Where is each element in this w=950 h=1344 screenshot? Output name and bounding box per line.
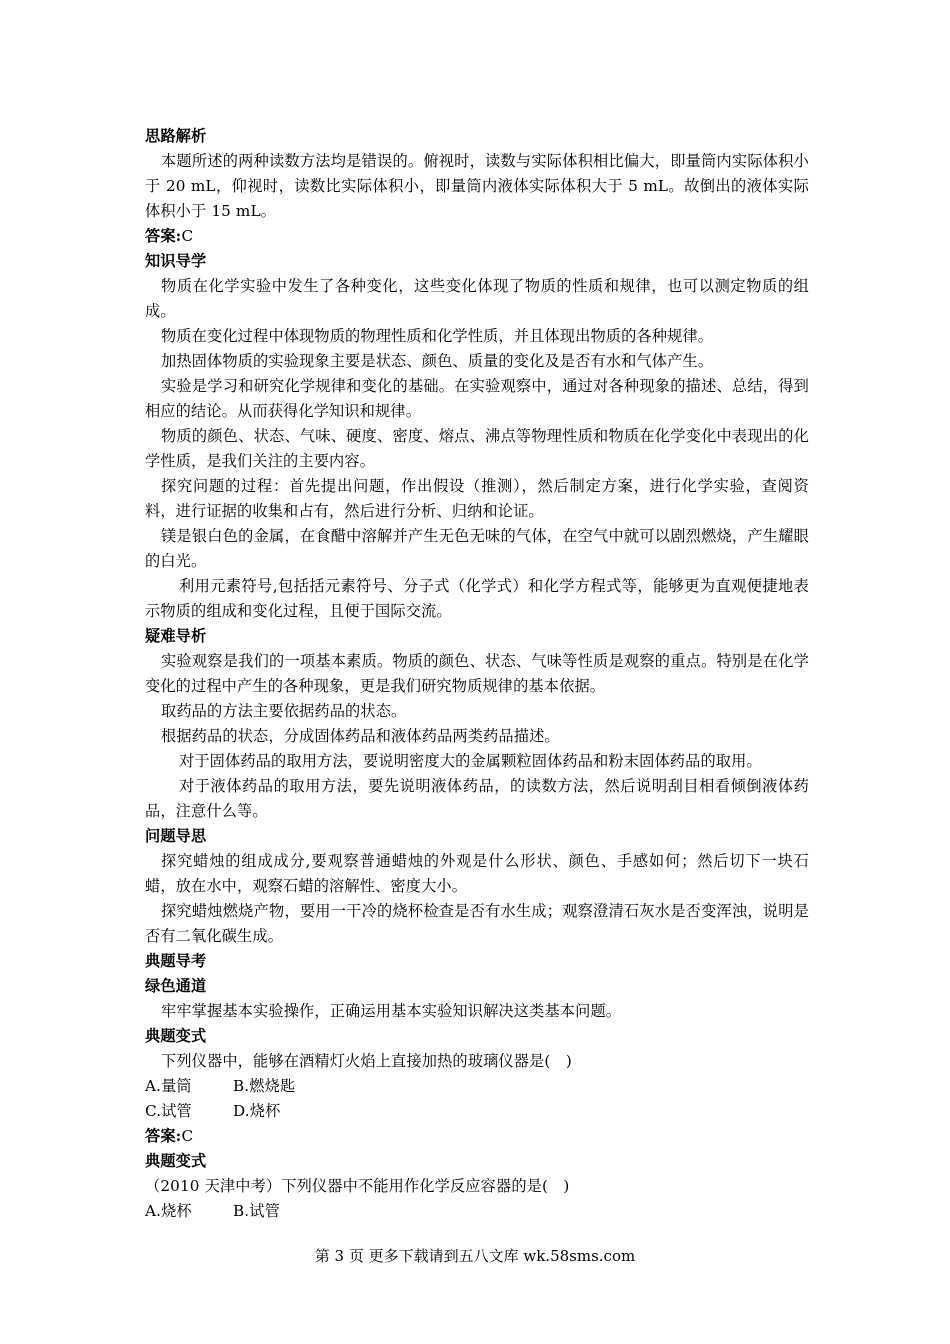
paragraph: 物质的颜色、状态、气味、硬度、密度、熔点、沸点等物理性质和物质在化学变化中表现出的化学性质，是我们关注的主要内容。 — [145, 427, 809, 470]
section-heading: 疑难导析 — [145, 627, 207, 645]
paragraph: 物质在变化过程中体现物质的物理性质和化学性质，并且体现出物质的各种规律。 — [161, 327, 714, 345]
paragraph: 本题所述的两种读数方法均是错误的。俯视时，读数与实际体积相比偏大，即量筒内实际体积小于 20 mL，仰视时，读数比实际体积小，即量筒内液体实际体积大于 5 mL。故倒出的液体实际体积小于 15 mL。 — [145, 152, 809, 220]
section-heading: 思路解析 — [145, 127, 207, 145]
section-heading: 绿色通道 — [145, 977, 207, 995]
option-a: A.烧杯 — [145, 1202, 192, 1220]
answer-label: 答案: — [145, 227, 182, 245]
option-row — [145, 1199, 809, 1224]
paragraph: 实验观察是我们的一项基本素质。物质的颜色、状态、气味等性质是观察的重点。特别是在化学变化的过程中产生的各种现象，更是我们研究物质规律的基本依据。 — [145, 652, 809, 695]
option-b: D.烧杯 — [233, 1102, 281, 1120]
answer-label: 答案: — [145, 1127, 182, 1145]
option-row — [145, 1074, 809, 1099]
paragraph: 利用元素符号,包括括元素符号、分子式（化学式）和化学方程式等，能够更为直观便捷地表示物质的组成和变化过程，且便于国际交流。 — [145, 577, 809, 620]
answer-line — [145, 224, 809, 249]
paragraph: 加热固体物质的实验现象主要是状态、颜色、质量的变化及是否有水和气体产生。 — [161, 352, 714, 370]
paragraph: 对于液体药品的取用方法，要先说明液体药品，的读数方法，然后说明刮目相看倾倒液体药品，注意什么等。 — [145, 777, 809, 820]
option-a: C.试管 — [145, 1102, 192, 1120]
paragraph: 牢牢掌握基本实验操作，正确运用基本实验知识解决这类基本问题。 — [161, 1002, 622, 1020]
document-body — [145, 124, 809, 1224]
paragraph: 探究蜡烛的组成成分,要观察普通蜡烛的外观是什么形状、颜色、手感如何；然后切下一块石蜡，放在水中，观察石蜡的溶解性、密度大小。 — [145, 852, 809, 895]
paragraph: 根据药品的状态，分成固体药品和液体药品两类药品描述。 — [161, 727, 560, 745]
paragraph: 探究蜡烛燃烧产物，要用一干冷的烧杯检查是否有水生成；观察澄清石灰水是否变浑浊，说明是否有二氧化碳生成。 — [145, 902, 809, 945]
answer-value: C — [181, 227, 194, 245]
page-footer: 第 3 页 更多下载请到五八文库 wk.58sms.com — [314, 1247, 636, 1265]
answer-line — [145, 1124, 809, 1149]
paragraph: 实验是学习和研究化学规律和变化的基础。在实验观察中，通过对各种现象的描述、总结，得到相应的结论。从而获得化学知识和规律。 — [145, 377, 809, 420]
paragraph: 探究问题的过程：首先提出问题，作出假设（推测），然后制定方案，进行化学实验，查阅资料，进行证据的收集和占有，然后进行分析、归纳和论证。 — [145, 477, 809, 520]
paragraph: 下列仪器中，能够在酒精灯火焰上直接加热的玻璃仪器是( ) — [161, 1052, 572, 1070]
option-b: B.燃烧匙 — [233, 1077, 296, 1095]
option-b: B.试管 — [233, 1202, 280, 1220]
section-heading: 典题导考 — [145, 952, 207, 970]
option-a: A.量筒 — [145, 1077, 192, 1095]
paragraph: 镁是银白色的金属，在食醋中溶解并产生无色无味的气体，在空气中就可以剧烈燃烧，产生耀眼的白光。 — [145, 527, 809, 570]
section-heading: 问题导思 — [145, 827, 207, 845]
section-heading: 典题变式 — [145, 1152, 207, 1170]
paragraph: 取药品的方法主要依据药品的状态。 — [161, 702, 407, 720]
paragraph: 物质在化学实验中发生了各种变化，这些变化体现了物质的性质和规律，也可以测定物质的组成。 — [145, 277, 809, 320]
answer-value: C — [181, 1127, 194, 1145]
paragraph: （2010 天津中考）下列仪器中不能用作化学反应容器的是( ) — [145, 1177, 570, 1195]
section-heading: 典题变式 — [145, 1027, 207, 1045]
section-heading: 知识导学 — [145, 252, 207, 270]
option-row — [145, 1099, 809, 1124]
paragraph: 对于固体药品的取用方法，要说明密度大的金属颗粒固体药品和粉末固体药品的取用。 — [179, 752, 762, 770]
